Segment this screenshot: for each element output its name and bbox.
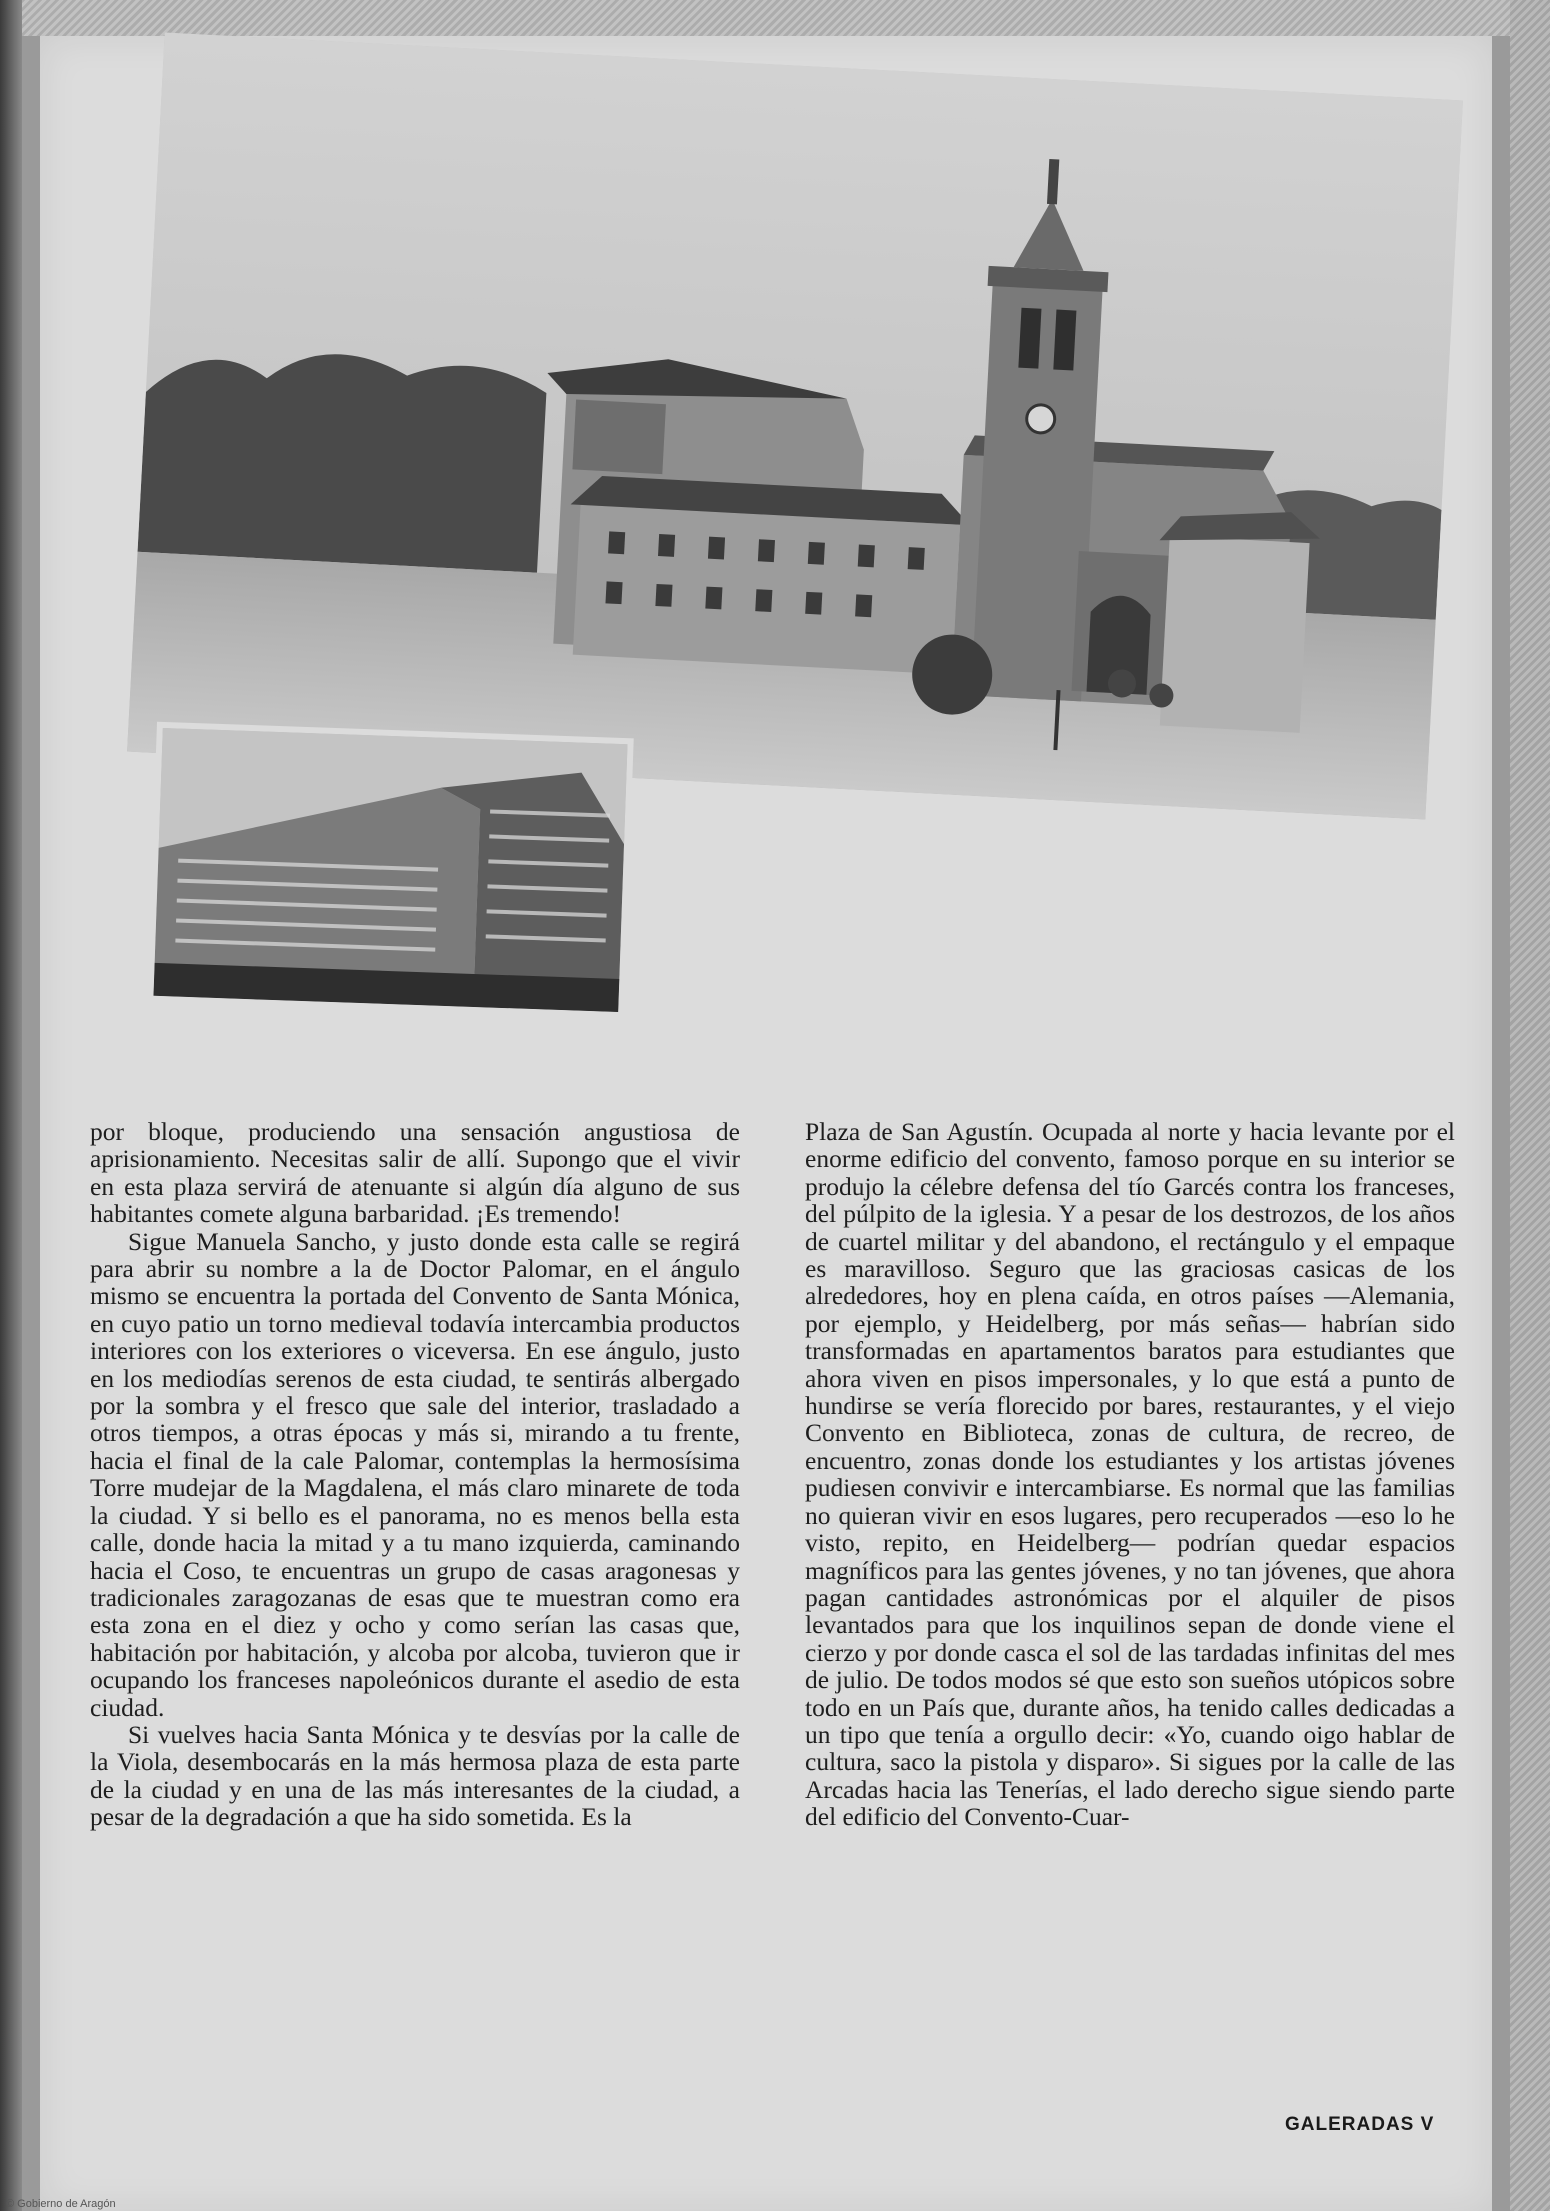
apartment-block-photo: [153, 728, 627, 1012]
article-paragraph: Sigue Manuela Sancho, y justo donde esta calle se regirá para abrir su nombre a la de Doctor Palomar, en el ángulo mismo se encuentra la portada del Convento de Santa Mónica, en cuyo patio un torno medieval todavía intercambia productos interiores con los exteriores o viceversa. En ese ángulo, justo en los mediodías serenos de esta ciudad, te sentirás albergado por la sombra y el fresco que sale del interior, trasladado a otros tiempos, a otras épocas y más si, mirando a tu frente, hacia el final de la cale Palomar, contemplas la hermosísima Torre mudejar de la Magdalena, el más claro minarete de toda la ciudad. Y si bello es el panorama, no es menos bella esta calle, donde hacia la mitad y a tu mano izquierda, caminando hacia el Coso, te encuentras un grupo de casas aragonesas y tradicionales zaragozanas de esas que te muestran como era esta zona en el diez y ocho y como serían las casas que, habitación por habitación, y alcoba por alcoba, tuvieron que ir ocupando los franceses napoleónicos durante el asedio de esta ciudad.: [90, 1226, 740, 1722]
archive-watermark: © Gobierno de Aragón: [6, 2198, 116, 2210]
convent-church-photo: [127, 32, 1463, 819]
apartment-block-illustration: [153, 728, 627, 1012]
scan-border-top: [0, 0, 1550, 36]
article-paragraph: Plaza de San Agustín. Ocupada al norte y hacia levante por el enorme edificio del convento, famoso porque en su interior se produjo la célebre defensa del tío Garcés contra los franceses, del púlpito de la iglesia. Y a pesar de los destrozos, de los años de cuartel militar y del abandono, el rectángulo y el empaque es maravilloso. Seguro que las graciosas casicas de los alrededores, hoy en plena caída, en otros países —Alemania, por ejemplo, y Heidelberg, por más señas— habrían sido transformadas en apartamentos baratos para estudiantes que ahora viven en pisos impersonales, y lo que está a punto de hundirse se vería florecido por bares, restaurantes, y el viejo Convento en Biblioteca, zonas de cultura, de recreo, de encuentro, zonas donde los estudiantes y los artistas jóvenes pudiesen convivir e intercambiarse. Es normal que las familias no quieran vivir en esos lugares, pero recuperados —eso lo he visto, repito, en Heidelberg— podrían quedar espacios magníficos para las gentes jóvenes, y no tan jóvenes, que ahora pagan cantidades astronómicas por el alquiler de pisos levantados para que los inquilinos sepan de donde viene el cierzo y por donde casca el sol de las tardadas infinitas del mes de julio. De todos modos sé que esto son sueños utópicos sobre todo en un País que, durante años, ha tenido calles dedicadas a un tipo que tenía a orgullo decir: «Yo, cuando oigo hablar de cultura, saco la pistola y disparo». Si sigues por la calle de las Arcadas hacia las Tenerías, el lado derecho sigue siendo parte del edificio del Convento-Cuar-: [805, 1117, 1455, 1832]
article-column-left: [90, 1118, 740, 1831]
magazine-page: [40, 36, 1492, 2211]
article-column-right: [805, 1118, 1455, 1831]
article-paragraph: por bloque, produciendo una sensación angustiosa de aprisionamiento. Necesitas salir de allí. Supongo que el vivir en esta plaza servirá de atenuante si algún día alguno de sus habitantes comete alguna barbaridad. ¡Es tremendo!: [90, 1117, 740, 1229]
article-paragraph: Si vuelves hacia Santa Mónica y te desvías por la calle de la Viola, desembocarás en la más hermosa plaza de esta parte de la ciudad y en una de las más interesantes de la ciudad, a pesar de la degradación a que ha sido sometida. Es la: [90, 1719, 740, 1832]
scan-border-right: [1510, 0, 1550, 2211]
scan-border-left: [0, 0, 22, 2211]
section-footer-label: GALERADAS V: [1285, 2114, 1435, 2135]
church-tower-illustration: [127, 32, 1463, 819]
